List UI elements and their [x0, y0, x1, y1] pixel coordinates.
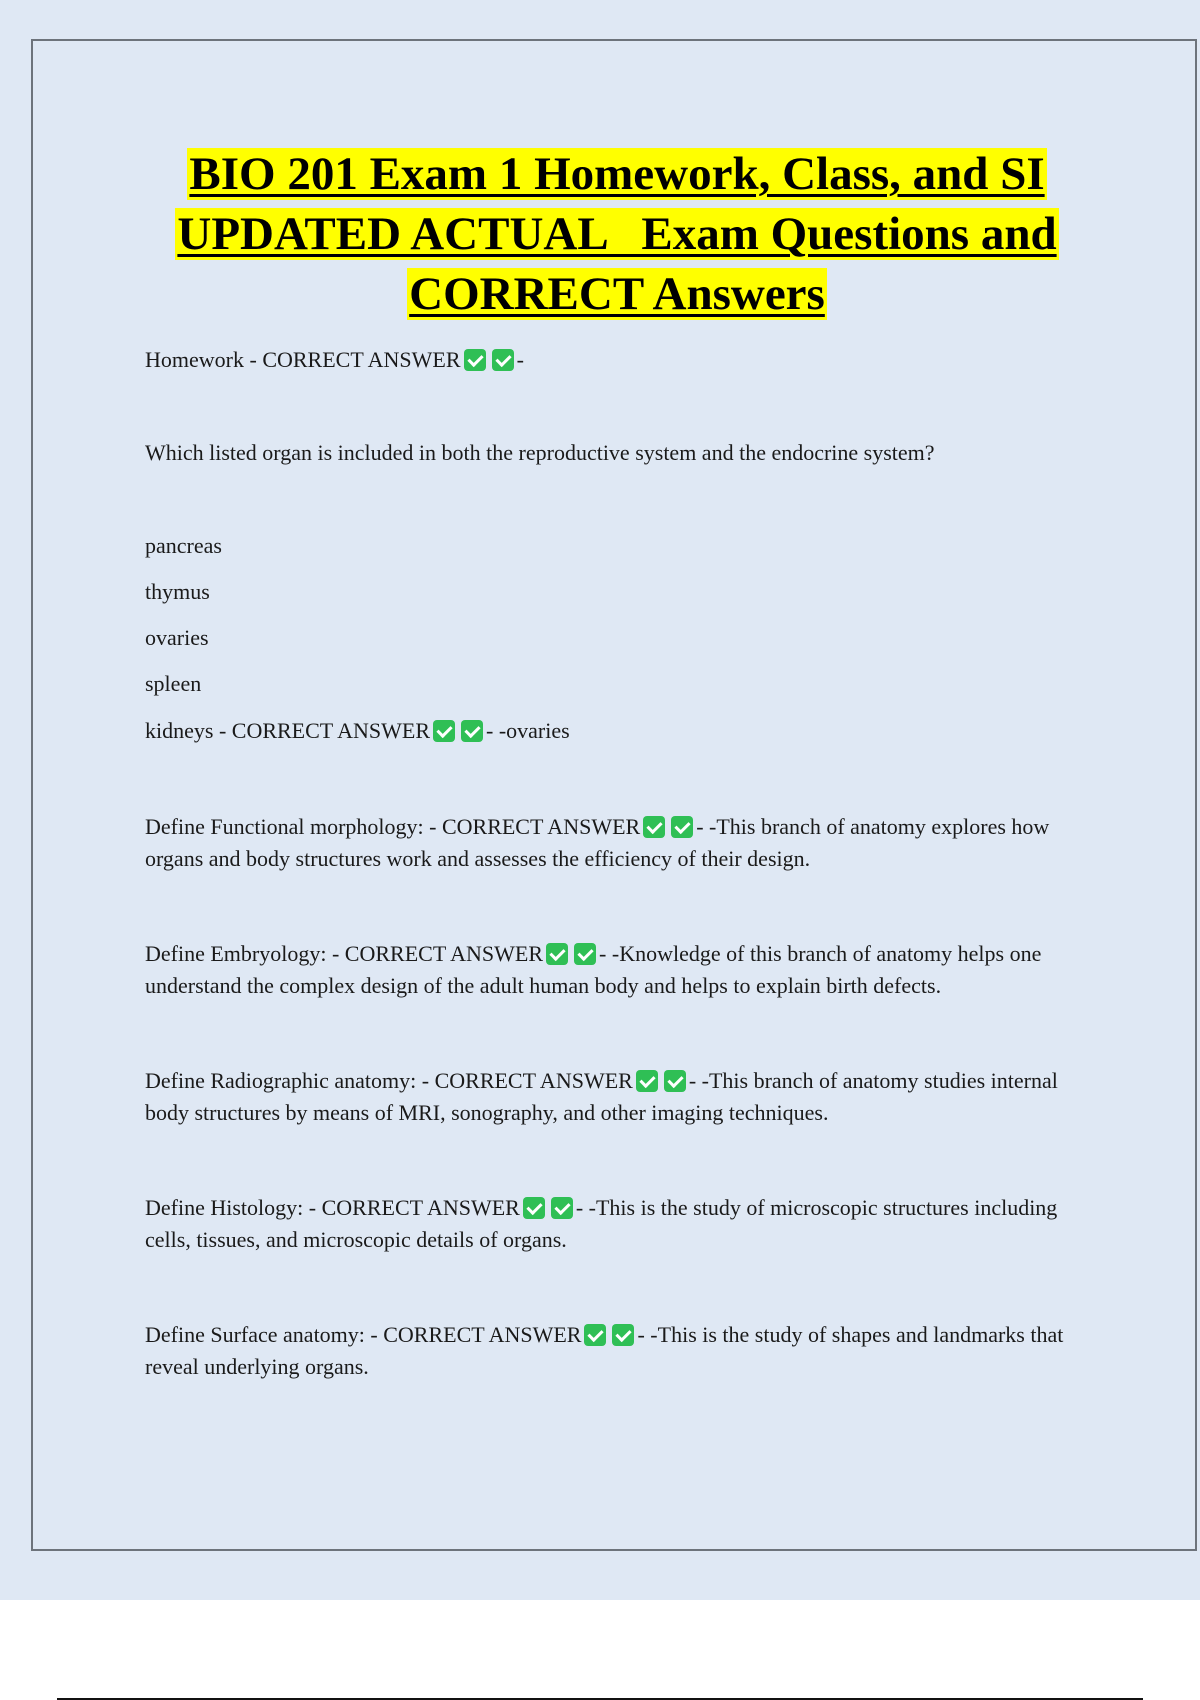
title-line-3: CORRECT Answers: [409, 268, 825, 320]
answer-label: CORRECT ANSWER: [231, 718, 431, 743]
check-icon: [546, 943, 568, 965]
definition-radiographic-anatomy: Define Radiographic anatomy: - CORRECT ANSWER - -This branch of anatomy studies internal body structures by means of MRI, sonography, and other imaging techniques.: [145, 1068, 1058, 1125]
check-icon: [612, 1324, 634, 1346]
check-icon: [523, 1197, 545, 1219]
option-2: thymus: [145, 579, 210, 604]
check-icon: [464, 349, 486, 371]
definition-embryology: Define Embryology: - CORRECT ANSWER - -Knowledge of this branch of anatomy helps one understand the complex design of the adult human body and helps to explain birth defects.: [145, 941, 1042, 998]
document-title: [120, 144, 1114, 324]
definition-histology: Define Histology: - CORRECT ANSWER - -This is the study of microscopic structures including cells, tissues, and microscopic details of organs.: [145, 1195, 1058, 1252]
check-icon: [433, 720, 455, 742]
answer-label: CORRECT ANSWER: [262, 347, 461, 372]
check-icon: [584, 1324, 606, 1346]
check-icon: [574, 943, 596, 965]
check-icon: [492, 349, 514, 371]
definition-functional-morphology: Define Functional morphology: - CORRECT ANSWER - -This branch of anatomy explores how organs and body structures work and assesses the efficiency of their design.: [145, 814, 1050, 871]
section-heading-homework: Homework - CORRECT ANSWER -: [145, 347, 524, 372]
option-3: ovaries: [145, 625, 209, 650]
check-icon: [664, 1070, 686, 1092]
check-icon: [551, 1197, 573, 1219]
answer-label: CORRECT ANSWER: [344, 941, 544, 966]
title-line-2: UPDATED ACTUAL Exam Questions and: [177, 208, 1057, 260]
check-icon: [643, 816, 665, 838]
check-icon: [636, 1070, 658, 1092]
answer-label: CORRECT ANSWER: [383, 1322, 582, 1347]
answer-label: CORRECT ANSWER: [441, 814, 641, 839]
answer-label: CORRECT ANSWER: [321, 1195, 520, 1220]
check-icon: [461, 720, 483, 742]
option-4: spleen: [145, 671, 202, 696]
check-icon: [671, 816, 693, 838]
option-1: pancreas: [145, 533, 222, 558]
document-body: [145, 344, 1085, 1383]
title-line-1: BIO 201 Exam 1 Homework, Class, and SI: [189, 148, 1045, 200]
question-text: Which listed organ is included in both the reproductive system and the endocrine system?: [145, 440, 935, 465]
answer-label: CORRECT ANSWER: [434, 1068, 633, 1093]
option-5-with-answer: kidneys - CORRECT ANSWER - -ovaries: [145, 718, 570, 743]
definition-surface-anatomy: Define Surface anatomy: - CORRECT ANSWER - -This is the study of shapes and landmarks that reveal underlying organs.: [145, 1322, 1064, 1379]
